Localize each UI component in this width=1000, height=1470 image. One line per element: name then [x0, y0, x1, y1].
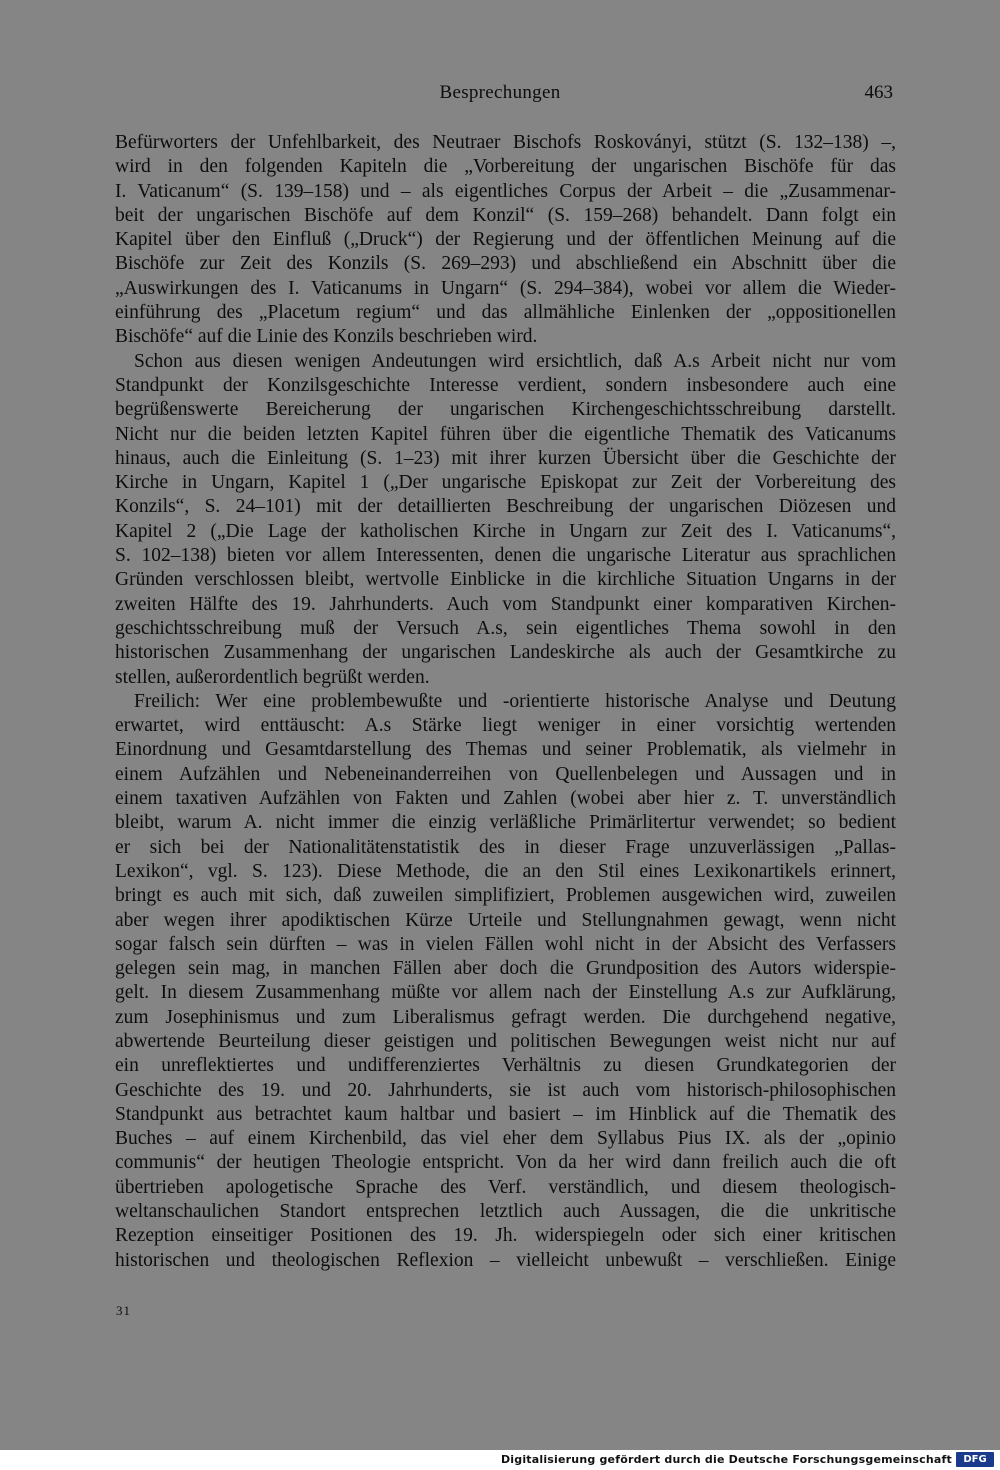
paragraph-3 [115, 690, 896, 1273]
text-line: Lexikon“, vgl. S. 123). Diese Methode, die an den Stil eines Lexikonartikels erinnert, [115, 860, 896, 882]
text-line: ein unreflektiertes und undifferenziertes Verhältnis zu diesen Grundkategorien der [115, 1055, 896, 1077]
page-number: 463 [864, 82, 893, 103]
text-line: Einordnung und Gesamtdarstellung des Themas und seiner Problematik, als vielmehr in [115, 739, 896, 761]
text-line: übertrieben apologetische Sprache des Verf. verständlich, und diesem theologisch- [115, 1176, 896, 1198]
text-line: Freilich: Wer eine problembewußte und -orientierte historische Analyse und Deutung [134, 690, 896, 712]
text-line: einem taxativen Aufzählen von Fakten und Zahlen (wobei aber hier z. T. unverständlich [115, 788, 896, 810]
text-line: stellen, außerordentlich begrüßt werden. [115, 666, 430, 688]
text-line: gelt. In diesem Zusammenhang müßte vor allem nach der Einstellung A.s zur Aufklärung, [115, 982, 896, 1004]
text-line: wird in den folgenden Kapiteln die „Vorbereitung der ungarischen Bischöfe für das [115, 156, 896, 178]
text-line: hinaus, auch die Einleitung (S. 1–23) mit ihrer kurzen Übersicht über die Geschichte der [115, 447, 896, 469]
text-line: Kapitel 2 („Die Lage der katholischen Kirche in Ungarn zur Zeit des I. Vaticanums“, [115, 520, 896, 542]
text-line: weltanschaulichen Standort entsprechen letztlich auch Aussagen, die die unkritische [115, 1201, 896, 1223]
text-line: „Auswirkungen des I. Vaticanums in Ungarn“ (S. 294–384), wobei vor allem die Wieder- [115, 277, 896, 299]
text-line: einem Aufzählen und Nebeneinanderreihen von Quellenbelegen und Aussagen und in [115, 763, 896, 785]
digitization-footer [0, 1450, 1000, 1470]
text-line: S. 102–138) bieten vor allem Interessenten, denen die ungarische Literatur aus sprachlichen [115, 545, 896, 567]
text-line: Konzils“, S. 24–101) mit der detaillierten Beschreibung der ungarischen Diözesen und [115, 496, 896, 518]
text-line: Buches – auf einem Kirchenbild, das viel eher dem Syllabus Pius IX. als der „opinio [115, 1128, 896, 1150]
text-line: zweiten Hälfte des 19. Jahrhunderts. Auch vom Standpunkt einer komparativen Kirchen- [115, 593, 896, 615]
text-line: einführung des „Placetum regium“ und das allmähliche Einlenken der „oppositionellen [115, 302, 896, 324]
text-line: historischen und theologischen Reflexion – vielleicht unbewußt – verschließen. Einige [115, 1249, 896, 1271]
text-line: Rezeption einseitiger Positionen des 19. Jh. widerspiegeln oder sich einer kritischen [115, 1225, 896, 1247]
signature-mark: 31 [116, 1303, 131, 1318]
text-line: Geschichte des 19. und 20. Jahrhunderts, sie ist auch vom historisch-philosophischen [115, 1079, 896, 1101]
text-line: beit der ungarischen Bischöfe auf dem Konzil“ (S. 159–268) behandelt. Dann folgt ein [115, 204, 896, 226]
text-line: Schon aus diesen wenigen Andeutungen wird ersichtlich, daß A.s Arbeit nicht nur vom [134, 350, 896, 372]
text-line: gelegen sein mag, in manchen Fällen aber doch die Grundposition des Autors widerspie- [115, 958, 896, 980]
text-line: sogar falsch sein dürften – was in vielen Fällen wohl nicht in der Absicht des Verfassers [115, 933, 896, 955]
text-line: erwartet, wird enttäuscht: A.s Stärke liegt weniger in einer vorsichtig wertenden [115, 715, 896, 737]
text-line: Nicht nur die beiden letzten Kapitel führen über die eigentliche Thematik des Vaticanums [115, 423, 896, 445]
text-line: bringt es auch mit sich, daß zuweilen simplifiziert, Problemen ausgewichen wird, zuweilen [115, 885, 896, 907]
text-line: abwertende Beurteilung dieser geistigen und politischen Bewegungen weist nicht nur auf [115, 1030, 896, 1052]
text-line: communis“ der heutigen Theologie entspricht. Von da her wird dann freilich auch die oft [115, 1152, 896, 1174]
running-header-title: Besprechungen [439, 82, 561, 103]
paragraph-1 [115, 131, 896, 350]
text-line: Standpunkt aus betrachtet kaum haltbar und basiert – im Hinblick auf die Thematik des [115, 1103, 896, 1125]
text-line: Bischöfe zur Zeit des Konzils (S. 269–293) und abschließend ein Abschnitt über die [115, 253, 896, 275]
text-line: zum Josephinismus und zum Liberalismus gefragt werden. Die durchgehend negative, [115, 1006, 896, 1028]
dfg-logo-icon: DFG [956, 1452, 994, 1467]
text-line: Gründen verschlossen bleibt, wertvolle Einblicke in die kirchliche Situation Ungarns in der [115, 569, 896, 591]
text-line: begrüßenswerte Bereicherung der ungarischen Kirchengeschichtsschreibung darstellt. [115, 399, 896, 421]
paragraph-2 [115, 350, 896, 690]
text-line: Standpunkt der Konzilsgeschichte Interesse verdient, sondern insbesondere auch eine [115, 374, 896, 396]
text-line: aber wegen ihrer apodiktischen Kürze Urteile und Stellungnahmen gewagt, wenn nicht [115, 909, 896, 931]
text-line: Kirche in Ungarn, Kapitel 1 („Der ungarische Episkopat zur Zeit der Vorbereitung des [115, 472, 896, 494]
text-line: historischen Zusammenhang der ungarischen Landeskirche als auch der Gesamtkirche zu [115, 642, 896, 664]
text-line: Bischöfe“ auf die Linie des Konzils beschrieben wird. [115, 326, 538, 348]
text-line: er sich bei der Nationalitätenstatistik des in dieser Frage unzuverlässigen „Pallas- [115, 836, 896, 858]
text-line: I. Vaticanum“ (S. 139–158) und – als eigentliches Corpus der Arbeit – die „Zusammenar- [115, 180, 896, 202]
text-line: geschichtsschreibung muß der Versuch A.s, sein eigentliches Thema sowohl in den [115, 617, 896, 639]
text-line: bleibt, warum A. nicht immer die einzig verläßliche Primärlitertur verwendet; so bedient [115, 812, 896, 834]
text-line: Kapitel über den Einfluß („Druck“) der Regierung und der öffentlichen Meinung auf die [115, 229, 896, 251]
text-line: Befürworters der Unfehlbarkeit, des Neutraer Bischofs Roskoványi, stützt (S. 132–138) –, [115, 132, 896, 153]
funding-notice: Digitalisierung gefördert durch die Deutsche Forschungsgemeinschaft [500, 1453, 952, 1466]
article-body [115, 131, 896, 1273]
